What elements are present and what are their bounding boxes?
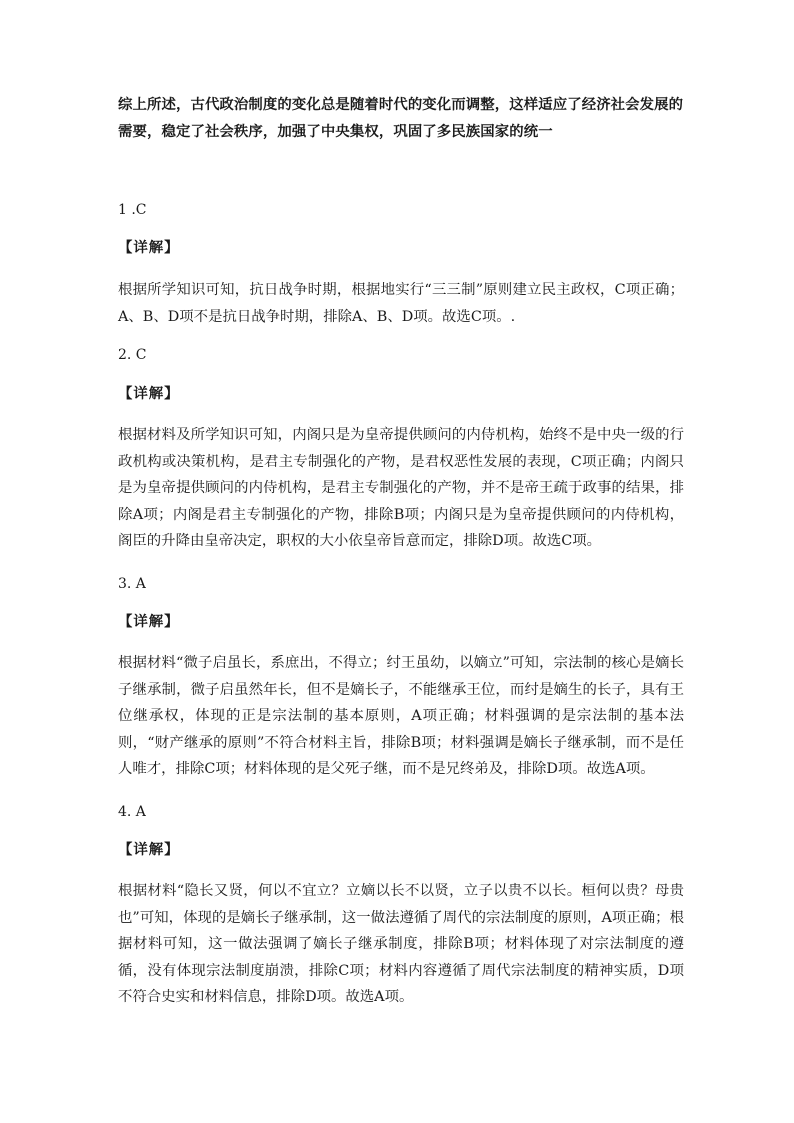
question-2-explanation: 根据材料及所学知识可知，内阁只是为皇帝提供顾问的内侍机构，始终不是中央一级的行政机构或决策机构，是君主专制强化的产物，是君权恶性发展的表现，C项正确；内阁只是为皇帝提供顾问的内侍机构，是君主专制强化的产物，并不是帝王疏于政事的结果，排除A项；内阁是君主专制强化的产物，排除B项；内阁只是为皇帝提供顾问的内侍机构，阁臣的升降由皇帝决定，职权的大小依皇帝旨意而定，排除D项。故选C项。: [118, 427, 684, 549]
question-1-explanation: 根据所学知识可知，抗日战争时期，根据地实行“三三制”原则建立民主政权，C项正确；A、B、D项不是抗日战争时期，排除A、B、D项。故选C项。.: [118, 282, 684, 325]
question-4-detail-label: 【详解】: [118, 841, 180, 858]
question-3-detail-label: 【详解】: [118, 613, 180, 630]
question-1-answer: 1 .C: [118, 202, 147, 218]
question-2-answer: 2. C: [118, 347, 147, 363]
question-4-explanation: 根据材料“隐长又贤，何以不宜立？立嫡以长不以贤，立子以贵不以长。桓何以贵？母贵也”可知，体现的是嫡长子继承制，这一做法遵循了周代的宗法制度的原则，A项正确；根据材料可知，这一做法强调了嫡长子继承制度，排除B项；材料体现了对宗法制度的遵循，没有体现宗法制度崩溃，排除C项；材料内容遵循了周代宗法制度的精神实质，D项不符合史实和材料信息，排除D项。故选A项。: [118, 883, 684, 1005]
question-3-explanation: 根据材料“微子启虽长，系庶出，不得立；纣王虽幼，以嫡立”可知，宗法制的核心是嫡长子继承制，微子启虽然年长，但不是嫡长子，不能继承王位，而纣是嫡生的长子，具有王位继承权，体现的正是宗法制的基本原则，A项正确；材料强调的是宗法制的基本法则，“财产继承的原则”不符合材料主旨，排除B项；材料强调是嫡长子继承制，而不是任人唯才，排除C项；材料体现的是父死子继，而不是兄终弟及，排除D项。故选A项。: [118, 655, 684, 777]
summary-paragraph: 综上所述，古代政治制度的变化总是随着时代的变化而调整，这样适应了经济社会发展的需要，稳定了社会秩序，加强了中央集权，巩固了多民族国家的统一: [118, 96, 684, 140]
question-3-answer: 3. A: [118, 576, 146, 592]
question-2-detail-label: 【详解】: [118, 385, 180, 402]
question-4-answer: 4. A: [118, 804, 146, 820]
question-1-detail-label: 【详解】: [118, 239, 180, 256]
